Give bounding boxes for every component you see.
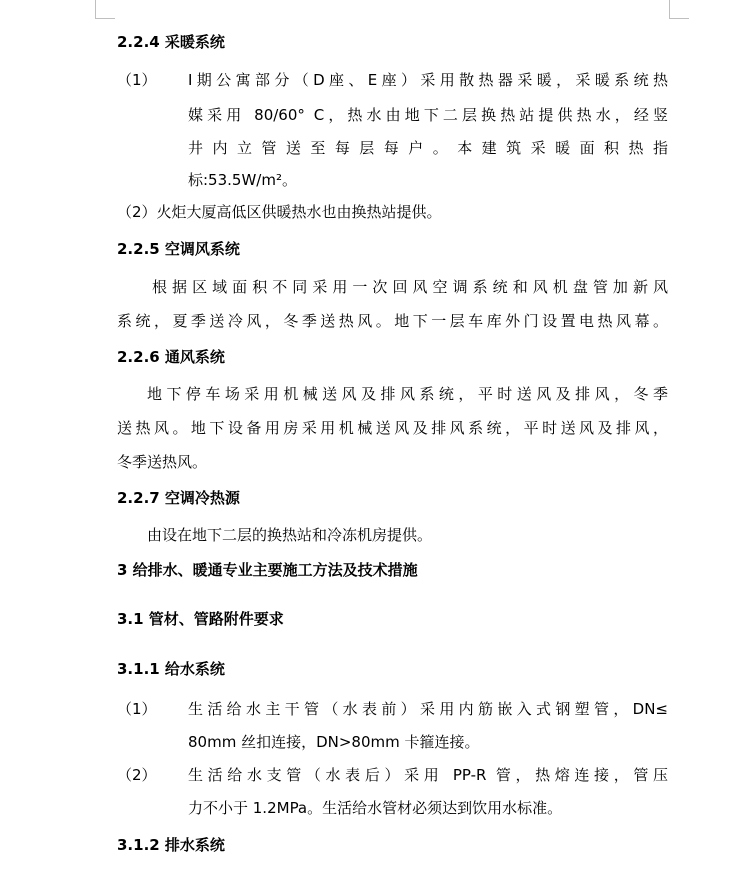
section-heading-2-2-5: 2.2.5 空调风系统: [117, 240, 240, 258]
paragraph-text: 根据区域面积不同采用一次回风空调系统和风机盘管加新风: [152, 278, 668, 296]
section-heading-3-1-2: 3.1.2 排水系统: [117, 836, 225, 854]
paragraph-text: 送热风。地下设备用房采用机械送风及排风系统，平时送风及排风，: [117, 419, 668, 437]
paragraph-text: 冬季送热风。: [117, 453, 208, 471]
section-heading-2-2-6: 2.2.6 通风系统: [117, 348, 225, 366]
section-heading-3-1-1: 3.1.1 给水系统: [117, 660, 225, 678]
list-item-text: 力不小于 1.2MPa。生活给水管材必须达到饮用水标准。: [188, 799, 563, 817]
section-heading-2-2-7: 2.2.7 空调冷热源: [117, 489, 240, 507]
paragraph-text: （2）火炬大厦高低区供暖热水也由换热站提供。: [117, 203, 442, 221]
list-item-text: 生活给水支管（水表后）采用 PP-R 管，热熔连接，管压: [188, 766, 668, 784]
section-heading-3-1: 3.1 管材、管路附件要求: [117, 610, 284, 628]
list-item-text: I期公寓部分（D座、E座）采用散热器采暖，采暖系统热: [188, 71, 668, 89]
paragraph-text: 系统，夏季送冷风，冬季送热风。地下一层车库外门设置电热风幕。: [117, 312, 668, 330]
list-item-text: 媒采用 80/60° C，热水由地下二层换热站提供热水，经竖: [188, 106, 668, 124]
list-marker: （1）: [117, 700, 157, 718]
section-heading-2-2-4: 2.2.4 采暖系统: [117, 33, 225, 51]
list-item-text: 生活给水主干管（水表前）采用内筋嵌入式钢塑管，DN≤: [188, 700, 668, 718]
list-marker: （1）: [117, 71, 157, 89]
list-item-text: 井 内 立 管 送 至 每 层 每 户 。 本 建 筑 采 暖 面 积 热 指: [188, 139, 668, 157]
paragraph-text: 由设在地下二层的换热站和冷冻机房提供。: [147, 526, 433, 544]
list-item-text: 80mm 丝扣连接，DN>80mm 卡箍连接。: [188, 733, 480, 751]
list-marker: （2）: [117, 766, 157, 784]
list-item-text: 标:53.5W/m²。: [188, 171, 297, 189]
section-heading-3: 3 给排水、暖通专业主要施工方法及技术措施: [117, 561, 418, 579]
paragraph-text: 地下停车场采用机械送风及排风系统，平时送风及排风，冬季: [147, 385, 668, 403]
